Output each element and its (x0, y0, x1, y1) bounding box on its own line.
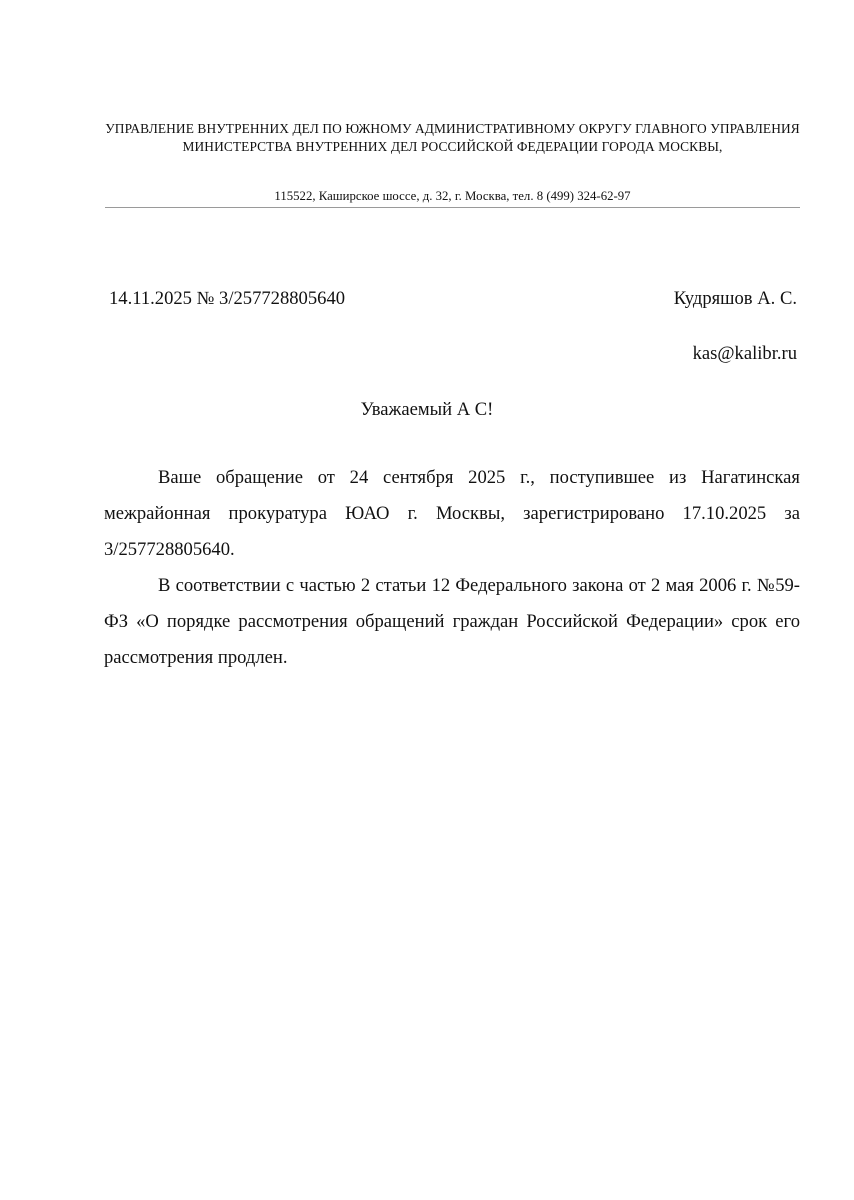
organization-address: 115522, Каширское шоссе, д. 32, г. Москва, тел. 8 (499) 324-62-97 (274, 189, 631, 203)
letter-date-number: 14.11.2025 № 3/257728805640 (109, 288, 346, 309)
greeting: Уважаемый А С! (360, 399, 494, 420)
organization-name: УПРАВЛЕНИЕ ВНУТРЕННИХ ДЕЛ ПО ЮЖНОМУ АДМИНИСТРАТИВНОМУ ОКРУГУ ГЛАВНОГО УПРАВЛЕНИЯ МИНИСТЕРСТВА ВНУТРЕННИХ ДЕЛ РОССИЙСКОЙ ФЕДЕРАЦИИ ГОРОДА МОСКВЫ, (105, 121, 800, 154)
header-divider (105, 207, 800, 208)
recipient-name: Кудряшов А. С. (673, 288, 797, 309)
letter-body (104, 460, 800, 676)
recipient-email: kas@kalibr.ru (692, 343, 797, 364)
body-paragraph: В соответствии с частью 2 статьи 12 Федерального закона от 2 мая 2006 г. №59-ФЗ «О порядке рассмотрения обращений граждан Российской Федерации» срок его рассмотрения продлен. (104, 575, 800, 668)
body-paragraph: Ваше обращение от 24 сентября 2025 г., поступившее из Нагатинская межрайонная прокуратура ЮАО г. Москвы, зарегистрировано 17.10.2025 за 3/257728805640. (104, 467, 800, 560)
